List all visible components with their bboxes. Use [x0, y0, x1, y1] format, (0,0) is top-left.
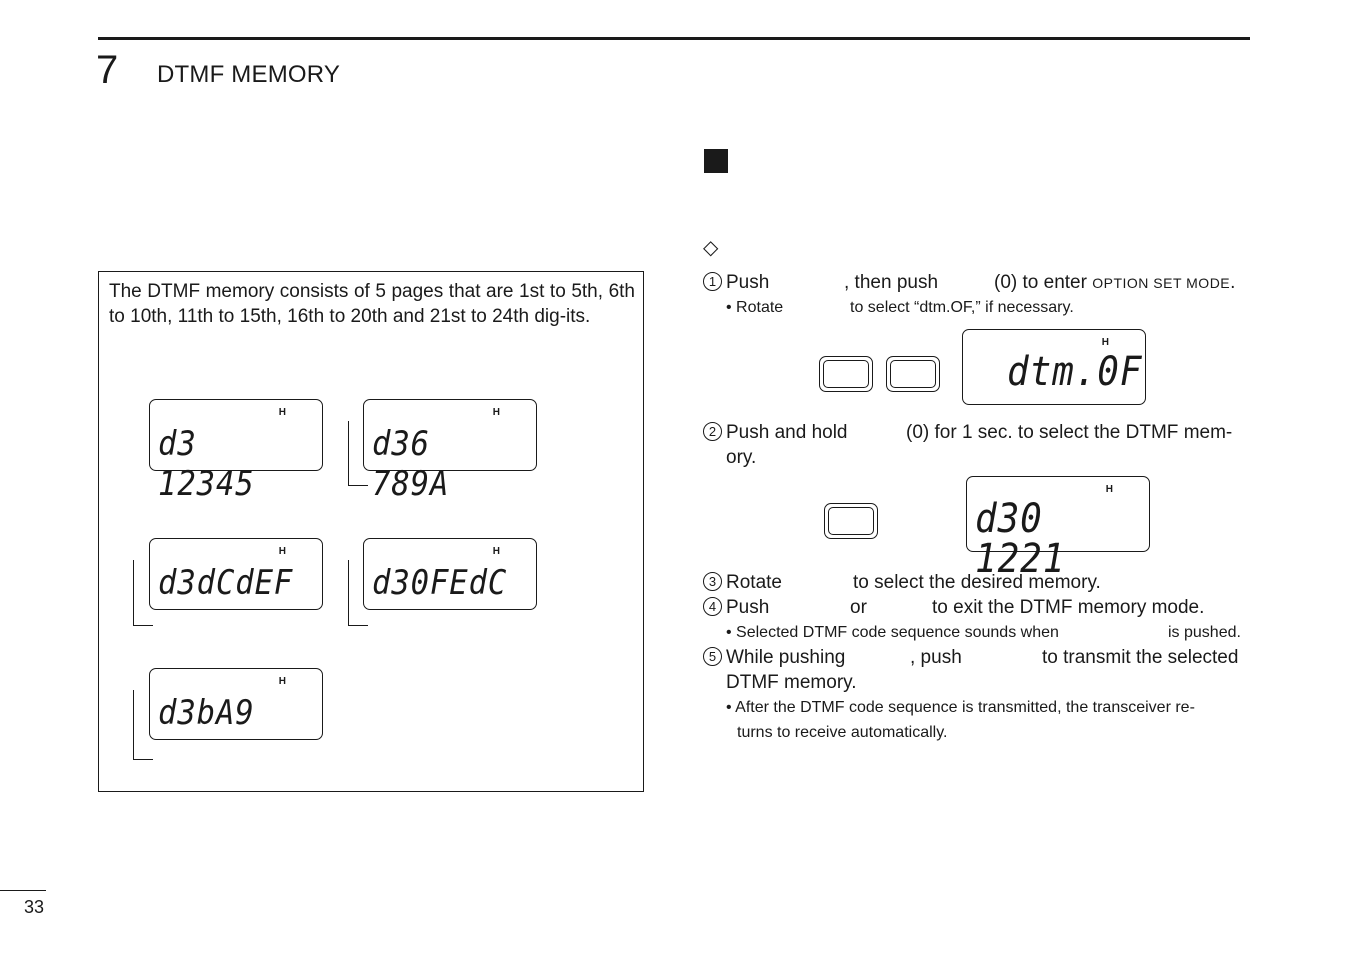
leader-line: [348, 560, 368, 626]
chapter-title: DTMF MEMORY: [157, 61, 341, 88]
step-text: ory.: [726, 447, 757, 468]
lcd-display-page-5: [149, 668, 323, 740]
lcd-segments: d3 12345: [158, 424, 255, 504]
step-text-part: .: [1230, 272, 1236, 293]
step-text: to select the desired memory.: [853, 572, 1101, 593]
info-box-text: The DTMF memory consists of 5 pages that are 1st to 5th, 6th to 10th, 11th to 15th, 16th to 20th and 21st to 24th dig-its.: [109, 281, 635, 327]
step-text: [994, 270, 1235, 296]
step-1: [703, 270, 769, 295]
lcd-display-option: [962, 329, 1146, 405]
step-number: 3: [703, 572, 722, 591]
step-number: 4: [703, 597, 722, 616]
note-text: • Selected DTMF code sequence sounds when: [726, 624, 1059, 641]
lcd-segments: d30FEdC: [372, 563, 508, 603]
note-text: is pushed.: [1168, 624, 1241, 641]
header-rule: [98, 37, 1250, 40]
step-text: or: [850, 597, 867, 618]
step-text: Push: [726, 272, 770, 293]
lcd-display-page-2: [363, 399, 537, 504]
step-text: Push and hold: [726, 422, 848, 443]
high-power-indicator: H: [278, 407, 286, 418]
lcd-segments: d30 1221: [975, 496, 1066, 582]
note-text: turns to receive automatically.: [737, 724, 948, 741]
step-text: , then push: [844, 272, 939, 293]
leader-line: [348, 421, 368, 486]
footer-rule: [0, 890, 46, 891]
mode-name: OPTION SET MODE: [1092, 275, 1231, 291]
leader-line: [133, 690, 153, 760]
step-2: [703, 420, 848, 445]
chapter-number: 7: [96, 48, 119, 92]
step-text: (0) for 1 sec. to select the DTMF mem-: [906, 422, 1233, 443]
step-text: While pushing: [726, 647, 846, 668]
step-text: Push: [726, 597, 770, 618]
high-power-indicator: H: [492, 546, 500, 557]
step-number: 2: [703, 422, 722, 441]
step-text: to transmit the selected: [1042, 647, 1239, 668]
zero-key-illustration: [824, 503, 878, 539]
step-4: [703, 595, 769, 620]
note-text: • After the DTMF code sequence is transmitted, the transceiver re-: [726, 699, 1195, 716]
step-text: , push: [910, 647, 962, 668]
lcd-display-page-1: [149, 399, 323, 504]
step-5: [703, 645, 845, 670]
lcd-segments: d3dCdEF: [158, 563, 294, 603]
high-power-indicator: H: [1105, 484, 1113, 495]
diamond-icon: ◇: [703, 237, 719, 259]
lcd-segments: d3bA9: [158, 693, 255, 733]
step-text-part: (0) to enter: [994, 272, 1087, 293]
note-text: to select “dtm.OF,” if necessary.: [850, 299, 1074, 316]
step-text: to exit the DTMF memory mode.: [932, 597, 1205, 618]
func-key-illustration: [819, 356, 873, 392]
high-power-indicator: H: [1101, 337, 1109, 348]
step-number: 1: [703, 272, 722, 291]
step-number: 5: [703, 647, 722, 666]
high-power-indicator: H: [278, 676, 286, 687]
lcd-display-memory: [966, 476, 1150, 582]
note-text: • Rotate: [726, 299, 784, 316]
lcd-segments: dtm.0F: [1007, 349, 1143, 395]
lcd-segments: d36 789A: [372, 424, 450, 504]
step-text: Rotate: [726, 572, 782, 593]
section-marker: [704, 149, 728, 173]
high-power-indicator: H: [492, 407, 500, 418]
high-power-indicator: H: [278, 546, 286, 557]
leader-line: [133, 560, 153, 626]
lcd-display-page-4: [363, 538, 537, 610]
zero-key-illustration: [886, 356, 940, 392]
step-3: [703, 570, 782, 595]
step-text: DTMF memory.: [726, 672, 857, 693]
lcd-display-page-3: [149, 538, 323, 610]
page-number: 33: [24, 897, 45, 917]
